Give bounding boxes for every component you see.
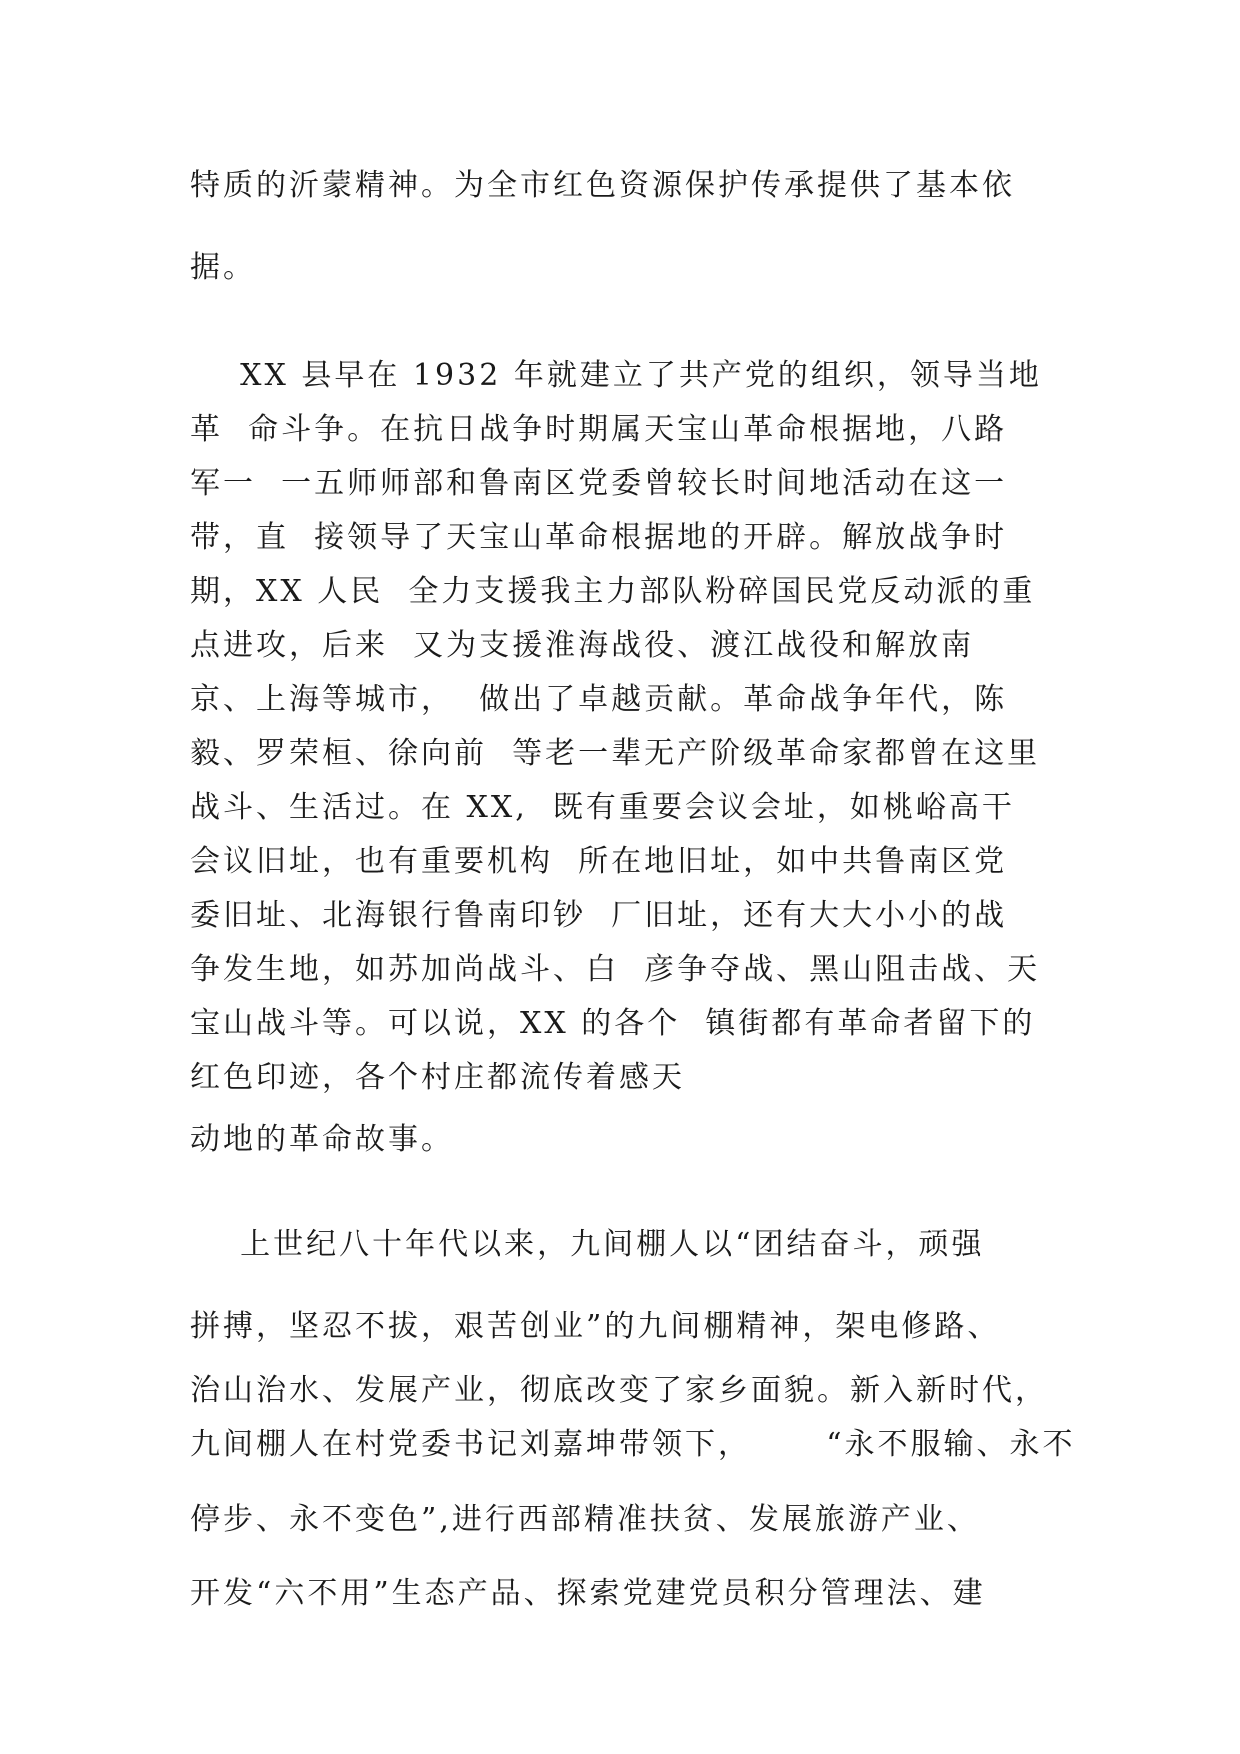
text-line: 九间棚人在村党委书记刘嘉坤带领下， “永不服输、永不	[190, 1427, 1076, 1462]
text-line: 革 命斗争。在抗日战争时期属天宝山革命根据地，八路	[190, 412, 1008, 447]
text-line: 京、上海等城市， 做出了卓越贡献。革命战争年代，陈	[190, 682, 1008, 717]
text-line: 停步、永不变色”,进行西部精准扶贫、发展旅游产业、	[190, 1502, 980, 1537]
text-line: 会议旧址，也有重要机构 所在地旧址，如中共鲁南区党	[190, 844, 1008, 879]
text-line: 毅、罗荣桓、徐向前 等老一辈无产阶级革命家都曾在这里	[190, 736, 1041, 771]
text-line: XX 县早在 1932 年就建立了共产党的组织，领导当地	[190, 358, 1042, 393]
text-line: 动地的革命故事。	[190, 1122, 454, 1157]
text-line: 点进攻，后来 又为支援淮海战役、渡江战役和解放南	[190, 628, 975, 663]
text-line: 军一 一五师师部和鲁南区党委曾较长时间地活动在这一	[190, 466, 1008, 501]
text-line: 特质的沂蒙精神。为全市红色资源保护传承提供了基本依	[190, 168, 1015, 203]
text-line: 宝山战斗等。可以说，XX 的各个 镇街都有革命者留下的	[190, 1006, 1036, 1041]
text-line: 战斗、生活过。在 XX, 既有重要会议会址，如桃峪高干	[190, 790, 1015, 825]
text-line: 治山治水、发展产业，彻底改变了家乡面貌。新入新时代，	[190, 1373, 1048, 1408]
text-line: 上世纪八十年代以来，九间棚人以“团结奋斗，顽强	[190, 1227, 985, 1262]
text-line: 带，直 接领导了天宝山革命根据地的开辟。解放战争时	[190, 520, 1008, 555]
text-line: 拼搏，坚忍不拔，艰苦创业”的九间棚精神，架电修路、	[190, 1309, 1001, 1344]
text-line: 红色印迹，各个村庄都流传着感天	[190, 1060, 685, 1095]
text-line: 据。	[190, 250, 256, 285]
text-line: 开发“六不用”生态产品、探索党建党员积分管理法、建	[190, 1576, 986, 1611]
text-line: 期，XX 人民 全力支援我主力部队粉碎国民党反动派的重	[190, 574, 1036, 609]
text-line: 争发生地，如苏加尚战斗、白 彦争夺战、黑山阻击战、天	[190, 952, 1041, 987]
text-line: 委旧址、北海银行鲁南印钞 厂旧址，还有大大小小的战	[190, 898, 1008, 933]
